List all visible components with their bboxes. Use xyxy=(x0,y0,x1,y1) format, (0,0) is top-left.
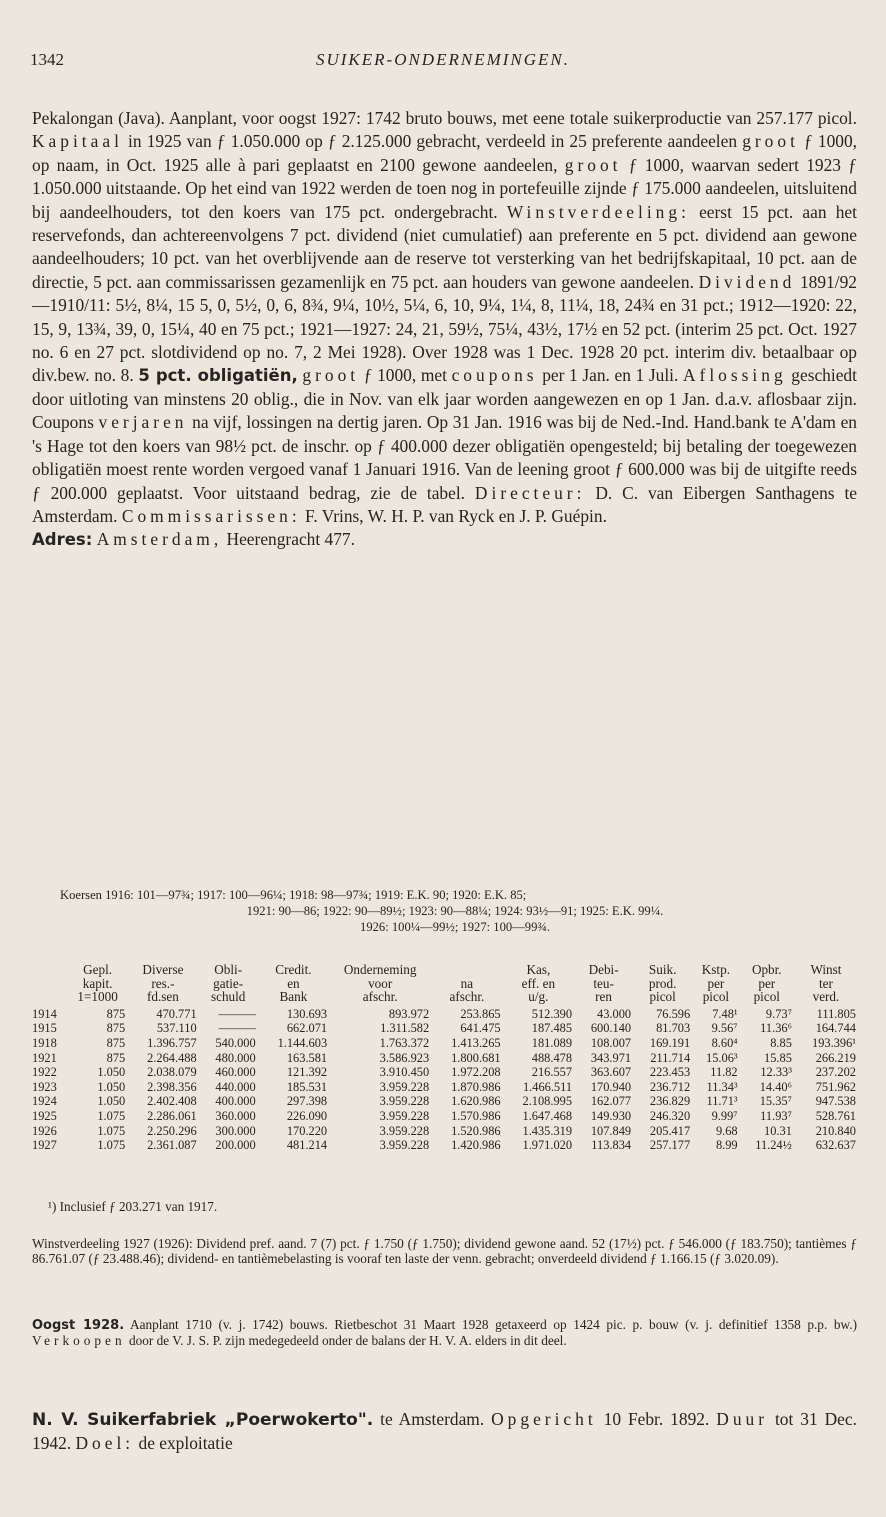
table-cell: 528.761 xyxy=(815,1108,856,1123)
table-cell: 11.71³ xyxy=(706,1094,738,1109)
table-header-cell: 1=1000 xyxy=(77,989,118,1005)
page-number: 1342 xyxy=(30,50,64,69)
adres-label: Adres: xyxy=(32,530,93,550)
table-cell: 1.647.468 xyxy=(522,1108,573,1123)
table-cell: 9.99⁷ xyxy=(711,1108,738,1123)
table-cell: 1.050 xyxy=(97,1065,126,1080)
table-cell: 1.520.986 xyxy=(451,1123,501,1138)
table-body xyxy=(30,1007,858,1153)
table-cell: 1.050 xyxy=(97,1079,126,1094)
table-cell: 205.417 xyxy=(649,1123,691,1138)
table-row xyxy=(30,1109,858,1124)
adres-street: Heerengracht 477. xyxy=(226,529,355,550)
table-cell: 1.413.265 xyxy=(451,1035,501,1050)
table-row xyxy=(30,1094,858,1109)
table-row xyxy=(30,1138,858,1153)
company-entry-pekalongan xyxy=(32,107,857,552)
table-row xyxy=(30,1051,858,1066)
koersen-line-3: 1926: 100¼—99½; 1927: 100—99¾. xyxy=(360,920,550,934)
table-cell: 1.075 xyxy=(97,1108,126,1123)
table-cell: 9.73⁷ xyxy=(765,1006,792,1021)
table-year-cell: 1925 xyxy=(32,1108,57,1123)
table-cell: 12.33³ xyxy=(760,1065,792,1080)
table-cell: 107.849 xyxy=(590,1123,632,1138)
table-header-cell: Debi- xyxy=(588,962,619,977)
table-cell: 76.596 xyxy=(656,1006,691,1021)
table-header-cell: ter xyxy=(819,975,833,991)
table-header-cell: Suik. xyxy=(648,962,677,977)
table-header-cell xyxy=(30,977,68,991)
table-cell: 360.000 xyxy=(215,1108,256,1123)
table-cell: 11.93⁷ xyxy=(760,1108,792,1123)
table-cell: 300.000 xyxy=(215,1123,256,1138)
table-footnote: ¹) Inclusief ƒ 203.271 van 1917. xyxy=(48,1199,218,1214)
table-cell: 113.834 xyxy=(591,1138,632,1153)
table-header-cell: picol xyxy=(702,989,730,1005)
table-header-row xyxy=(30,990,858,1007)
table-cell: 200.000 xyxy=(215,1138,256,1153)
oogst-text-b: door de V. J. S. P. zijn medegedeeld onder de balans der H. V. A. elders in dit deel. xyxy=(128,1333,567,1349)
table-cell: 480.000 xyxy=(215,1050,256,1065)
table-cell: 1.075 xyxy=(97,1138,126,1153)
table-header-cell: per xyxy=(758,975,776,991)
table-cell: 216.557 xyxy=(531,1065,573,1080)
table-cell: 223.453 xyxy=(649,1065,691,1080)
table-header-cell: Winst xyxy=(810,962,842,977)
table-cell: 875 xyxy=(106,1035,126,1050)
table-cell: 130.693 xyxy=(286,1006,328,1021)
table-cell: 8.99 xyxy=(715,1138,738,1153)
table-row xyxy=(30,1007,858,1022)
table-header-cell: per xyxy=(707,975,725,991)
table-cell: 43.000 xyxy=(597,1006,632,1021)
table-cell: 1.466.511 xyxy=(522,1079,573,1094)
table-cell: 632.637 xyxy=(815,1138,856,1153)
table-header-row xyxy=(30,963,858,977)
table-cell: 8.60⁴ xyxy=(711,1035,738,1050)
oogst-label: Oogst 1928. xyxy=(32,1318,125,1333)
table-header-cell: picol xyxy=(649,989,676,1005)
table-cell: 400.000 xyxy=(215,1094,256,1109)
table-year-cell: 1924 xyxy=(32,1094,57,1109)
table-cell: 164.744 xyxy=(815,1021,856,1036)
table-cell: 187.485 xyxy=(531,1021,573,1036)
table-header-cell: Diverse xyxy=(142,962,184,977)
dividend-label: Dividend xyxy=(698,271,796,292)
table-cell: 11.36⁶ xyxy=(760,1021,792,1036)
duur-label: Duur xyxy=(716,1409,769,1429)
table-cell: 181.089 xyxy=(531,1035,573,1050)
entry-paragraph xyxy=(32,107,857,552)
table-cell: 253.865 xyxy=(460,1006,501,1021)
table-cell: 8.85 xyxy=(770,1035,792,1050)
table-cell: 2.286.061 xyxy=(147,1108,197,1123)
table-header-cell: schuld xyxy=(210,989,246,1005)
table-cell: 488.478 xyxy=(531,1050,573,1065)
opgericht-label: Opgericht xyxy=(491,1409,597,1429)
table-cell: 537.110 xyxy=(156,1021,197,1036)
table-cell: 875 xyxy=(106,1006,126,1021)
table-year-cell: 1927 xyxy=(32,1138,57,1153)
verkoopen-label: Verkoopen xyxy=(32,1333,126,1349)
groot-label-1: groot xyxy=(742,131,799,152)
table-header-cell: en xyxy=(287,975,300,991)
table-cell: 1.050 xyxy=(97,1094,126,1109)
table-cell: 237.202 xyxy=(815,1065,856,1080)
kapitaal-label: Kapitaal xyxy=(32,131,123,152)
winstverdeeling-1927: Winstverdeeling 1927 (1926): Dividend pref. aand. 7 (7) pct. ƒ 1.750 (ƒ 1.750); dividend gewone aand. 52 (17½) pct. ƒ 546.000 (ƒ 183.750); tantièmes ƒ 86.761.07 (ƒ 23.488.46); dividend- en tantièmebelasting is vooraf ten laste der venn. gebracht; onverdeeld dividend ƒ 1.166.15 (ƒ 3.020.09). xyxy=(32,1236,857,1267)
table-cell: 343.971 xyxy=(590,1050,632,1065)
table-cell: 1.620.986 xyxy=(451,1094,501,1109)
table-row xyxy=(30,1124,858,1139)
adres-city: Amsterdam, xyxy=(96,529,223,550)
table-header-cell: picol xyxy=(753,989,780,1005)
kapitaal-text-a: in 1925 van ƒ 1.050.000 op ƒ 2.125.000 gebracht, verdeeld in 25 preferente aandeelen xyxy=(128,131,738,152)
table-cell: 15.35⁷ xyxy=(759,1094,792,1109)
table-cell: 363.607 xyxy=(590,1065,632,1080)
table-cell: 162.077 xyxy=(590,1094,632,1109)
table-cell: 211.714 xyxy=(650,1050,691,1065)
table-cell: 226.090 xyxy=(286,1108,328,1123)
kapitaal-text-c: ƒ 1000, waarvan sedert 1923 ƒ 1.050.000 uitstaande. Op het eind van 1922 werden de toen nog in portefeuille zijnde ƒ 175.000 aandeelen, uitsluitend bij aandeelhouders, tot den koers van 175 pct. ondergebracht. xyxy=(32,154,857,222)
table-cell: 3.959.228 xyxy=(379,1094,430,1109)
table-cell: 512.390 xyxy=(531,1006,573,1021)
table-cell: 149.930 xyxy=(590,1108,632,1123)
table-cell: 297.398 xyxy=(286,1094,328,1109)
table-row xyxy=(30,1080,858,1095)
verjaren-label: verjaren xyxy=(98,412,188,433)
table-cell: 875 xyxy=(106,1021,126,1036)
intro-text: Pekalongan (Java). Aanplant, voor oogst 1927: 1742 bruto bouws, met eene totale suikerproductie van 257.177 picol. xyxy=(32,108,857,128)
table-cell: 2.361.087 xyxy=(147,1138,197,1153)
winstverdeeling-text: eerst 15 pct. aan het reservefonds, dan achtereenvolgens 7 pct. dividend (niet cumulatief) aan preferente en 5 pct. dividend aan gewone aandeelhouders; 10 pct. van het overblijvende aan de reserve tot versterking van het bedrijfskapitaal, 10 pct. aan de directie, 5 pct. aan commissarissen gezamenlijk en 75 pct. aan houders van gewone aandeelen. xyxy=(32,201,857,292)
commissarissen-label: Commissarissen: xyxy=(121,505,301,526)
table-cell: 111.805 xyxy=(816,1006,856,1021)
table-cell: 1.570.986 xyxy=(451,1108,501,1123)
table-row xyxy=(30,1065,858,1080)
obligatien-text-a: ƒ 1000, met xyxy=(363,365,447,386)
table-cell: 875 xyxy=(106,1050,126,1065)
table-cell: 257.177 xyxy=(649,1138,691,1153)
table-header-cell: afschr. xyxy=(449,989,485,1005)
obligatien-label: 5 pct. obligatiën, xyxy=(138,366,298,386)
table-cell: 1.435.319 xyxy=(522,1123,573,1138)
table-cell: 7.48¹ xyxy=(712,1006,738,1021)
table-cell: 81.703 xyxy=(656,1021,691,1036)
table-cell: 662.071 xyxy=(286,1021,328,1036)
table-cell: 246.320 xyxy=(649,1108,691,1123)
table-cell: 641.475 xyxy=(460,1021,501,1036)
table-header-cell: verd. xyxy=(812,989,840,1005)
table-header-row xyxy=(30,977,858,991)
koersen-line-1: Koersen 1916: 101—97¾; 1917: 100—96¼; 1918: 98—97¾; 1919: E.K. 90; 1920: E.K. 85; xyxy=(60,888,527,902)
table-cell: 2.398.356 xyxy=(147,1079,197,1094)
table-cell: 236.829 xyxy=(649,1094,691,1109)
table-header-cell: voor xyxy=(368,975,393,991)
table-year-cell: 1918 xyxy=(32,1035,57,1050)
table-cell: 600.140 xyxy=(590,1021,632,1036)
nv-name: N. V. Suikerfabriek „Poerwokerto". xyxy=(32,1410,374,1430)
table-cell: 2.250.296 xyxy=(147,1123,197,1138)
table-cell: 1.396.757 xyxy=(147,1035,197,1050)
table-cell: 3.959.228 xyxy=(379,1138,430,1153)
table-header-cell: Bank xyxy=(279,989,308,1005)
table-cell: 1.972.208 xyxy=(451,1065,501,1080)
table-cell: 9.68 xyxy=(715,1123,738,1138)
directeur-text: D. C. van Eibergen Santhagens te Amsterdam. xyxy=(32,482,857,526)
financial-table xyxy=(30,963,858,1153)
table-header-cell: Credit. xyxy=(275,962,312,977)
table-cell: 266.219 xyxy=(815,1050,856,1065)
table-header-cell: kapit. xyxy=(82,975,113,991)
aflossing-label: Aflossing xyxy=(683,365,787,386)
table-cell: 11.82 xyxy=(710,1065,738,1080)
table-cell: 170.220 xyxy=(286,1123,328,1138)
oogst-text-a: Aanplant 1710 (v. j. 1742) bouws. Rietbeschot 31 Maart 1928 getaxeerd op 1424 pic. p. bouw (v. j. definitief 1358 p.p. bw.) xyxy=(129,1317,857,1332)
table-header-cell xyxy=(30,963,68,977)
company-entry-poerwokerto xyxy=(32,1408,857,1456)
table-cell: 3.586.923 xyxy=(379,1050,430,1065)
table-cell: 170.940 xyxy=(590,1079,632,1094)
table-header-cell: prod. xyxy=(648,975,677,991)
table-cell: 108.007 xyxy=(590,1035,632,1050)
table-cell: 1.870.986 xyxy=(451,1079,501,1094)
table-header-cell: Opbr. xyxy=(751,962,782,977)
table-header-cell: u/g. xyxy=(528,989,549,1005)
table-cell: ——— xyxy=(218,1006,256,1021)
table-header-cell: na xyxy=(460,975,474,991)
table-cell: 9.56⁷ xyxy=(711,1021,738,1036)
table-cell: 10.31 xyxy=(764,1123,792,1138)
table-cell: 169.191 xyxy=(649,1035,691,1050)
table-cell: 440.000 xyxy=(215,1079,256,1094)
obligatien-text-b: per 1 Jan. en 1 Juli. xyxy=(542,365,679,386)
table-cell: 1.420.986 xyxy=(451,1138,501,1153)
table-cell: 751.962 xyxy=(815,1079,856,1094)
verjaren-text: na vijf, lossingen na dertig jaren. Op 31 Jan. 1916 was bij de Ned.-Ind. Hand.bank te A'dam en 's Hage tot den koers van 98½ pct. de inschr. op ƒ 400.000 dezer obligatiën opengesteld; bij betaling der toegewezen obligatiën moest rente worden vergoed vanaf 1 Januari 1916. Van de leening groot ƒ 600.000 was bij de uitgifte reeds ƒ 200.000 geplaatst. Voor uitstaand bedrag, zie de tabel. xyxy=(32,412,857,503)
table-year-cell: 1923 xyxy=(32,1079,57,1094)
nv-text-c: tot 31 Dec. 1942. xyxy=(32,1409,857,1454)
table-cell: 460.000 xyxy=(215,1065,256,1080)
groot-label-3: groot xyxy=(302,365,360,386)
table-cell: 193.396¹ xyxy=(812,1035,856,1050)
groot-label-2: groot xyxy=(564,154,622,175)
table-cell: 1.800.681 xyxy=(451,1050,501,1065)
table-year-cell: 1915 xyxy=(32,1021,57,1036)
table-cell: 1.144.603 xyxy=(277,1035,328,1050)
table-year-cell: 1914 xyxy=(32,1006,57,1021)
directeur-label: Directeur: xyxy=(474,482,586,503)
table-cell: 11.34³ xyxy=(706,1079,738,1094)
coupons-label: coupons xyxy=(451,365,538,386)
table-header-cell: ren xyxy=(595,989,612,1005)
table-header-cell xyxy=(30,990,68,1007)
table-cell: 3.910.450 xyxy=(379,1065,430,1080)
table-header-cell: afschr. xyxy=(362,989,398,1005)
running-title: SUIKER-ONDERNEMINGEN. xyxy=(315,50,570,69)
table-cell: 210.840 xyxy=(815,1123,856,1138)
table-cell: 1.311.582 xyxy=(380,1021,430,1036)
table-header-cell: eff. en xyxy=(521,975,556,991)
table-cell: 11.24½ xyxy=(755,1138,792,1153)
table-cell: 540.000 xyxy=(215,1035,256,1050)
table-cell: 1.075 xyxy=(97,1123,126,1138)
aflossing-text: geschiedt door uitloting van minstens 20 oblig., die in Nov. van elk jaar worden aangewezen en op 1 Jan. d.a.v. aflosbaar zijn. Coupons xyxy=(32,365,857,433)
table-header-cell: gatie- xyxy=(213,975,244,991)
table-year-cell: 1922 xyxy=(32,1065,57,1080)
table-header-cell: Onderneming xyxy=(343,962,417,977)
dividend-text: 1891/92—1910/11: 5½, 8¼, 15 5, 0, 5½, 0, 6, 8¾, 9¼, 10½, 5¼, 6, 10, 9¼, 1¼, 8, 11¼, 18, 24¾ en 31 pct.; 1912—1920: 22, 15, 9, 13¾, 39, 0, 15¼, 40 en 75 pct.; 1921—1927: 24, 21, 59½, 75¼, 43½, 17½ en 52 pct. (interim 25 pct. Oct. 1927 no. 6 en 27 pct. slotdividend op no. 7, 2 Mei 1928). Over 1928 was 1 Dec. 1928 20 pct. interim div. betaalbaar op div.bew. no. 8. xyxy=(32,271,857,386)
table-header-cell: Kstp. xyxy=(701,962,730,977)
table-cell: 2.108.995 xyxy=(522,1094,573,1109)
koersen-block xyxy=(60,887,850,935)
oogst-1928 xyxy=(32,1317,857,1348)
kapitaal-text-b: ƒ 1000, op naam, in Oct. 1925 alle à pari geplaatst en 2100 gewone aandeelen, xyxy=(32,131,858,175)
table-cell: 481.214 xyxy=(286,1138,328,1153)
table-header-cell xyxy=(431,963,502,977)
table-cell: 1.763.372 xyxy=(379,1035,430,1050)
table-cell: 3.959.228 xyxy=(379,1108,430,1123)
table-header xyxy=(30,963,858,1007)
table-cell: 2.264.488 xyxy=(147,1050,197,1065)
nv-text-d: de exploitatie xyxy=(138,1433,233,1454)
table-year-cell: 1921 xyxy=(32,1050,57,1065)
table-header-cell: Kas, xyxy=(526,962,551,977)
table-cell: 15.85 xyxy=(764,1050,792,1065)
nv-text-b: 10 Febr. 1892. xyxy=(603,1409,710,1429)
table-cell: 1.971.020 xyxy=(522,1138,573,1153)
table-cell: 893.972 xyxy=(388,1006,430,1021)
table-cell: 163.581 xyxy=(286,1050,328,1065)
table-row xyxy=(30,1021,858,1036)
commissarissen-text: F. Vrins, W. H. P. van Ryck en J. P. Guépin. xyxy=(305,505,607,526)
table-cell: 121.392 xyxy=(286,1065,328,1080)
table-header-cell: Gepl. xyxy=(83,962,113,977)
table-cell: 3.959.228 xyxy=(379,1079,430,1094)
table-header-cell: teu- xyxy=(593,975,614,991)
table-cell: 236.712 xyxy=(649,1079,691,1094)
table-cell: 185.531 xyxy=(286,1079,328,1094)
table-row xyxy=(30,1036,858,1051)
table-header-cell: Obli- xyxy=(214,962,243,977)
table-year-cell: 1926 xyxy=(32,1123,57,1138)
table-cell: 3.959.228 xyxy=(379,1123,430,1138)
table-cell: 470.771 xyxy=(156,1006,197,1021)
table-header-cell: fd.sen xyxy=(147,989,179,1005)
doel-label: Doel: xyxy=(75,1433,135,1454)
table-cell: 947.538 xyxy=(815,1094,856,1109)
table-cell: 15.06³ xyxy=(706,1050,738,1065)
table-cell: ——— xyxy=(218,1021,256,1036)
koersen-line-2: 1921: 90—86; 1922: 90—89½; 1923: 90—88¼; 1924: 93½—91; 1925: E.K. 99¼. xyxy=(246,904,664,918)
table-header-cell: res.- xyxy=(151,975,175,991)
table-cell: 2.402.408 xyxy=(147,1094,197,1109)
table-cell: 2.038.079 xyxy=(147,1065,197,1080)
winstverdeeling-label: Winstverdeeling: xyxy=(506,201,690,222)
nv-text-a: te Amsterdam. xyxy=(380,1409,485,1429)
table-cell: 14.40⁶ xyxy=(759,1079,792,1094)
